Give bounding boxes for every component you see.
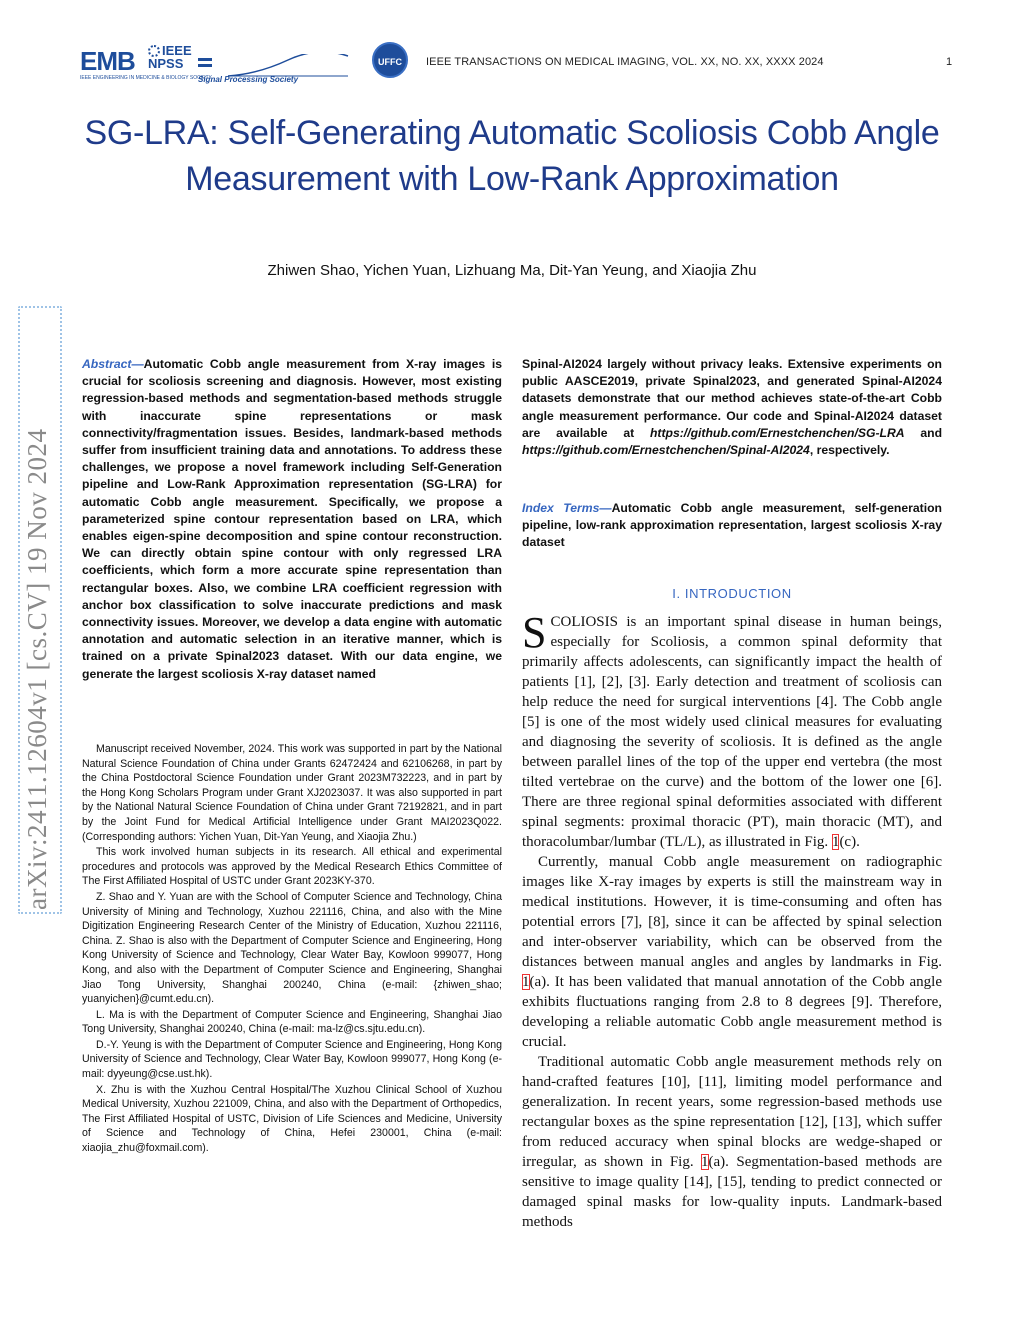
figure-link[interactable]: 1 [701,1154,709,1170]
index-terms-label: Index Terms [522,501,600,515]
footnotes [82,742,502,1157]
abstract-text: Automatic Cobb angle measurement from X-ray images is crucial for scoliosis screening and diagnosis. However, most existing regression-based methods and segmentation-based methods struggle with inaccurate spine representations or mask connectivity/fragmentation issues. Besides, landmark-based methods suffer from insufficient training data and annotations. To address these challenges, we propose a novel framework including Self-Generation pipeline and Low-Rank Approximation representation (SG-LRA) for automatic Cobb angle measurement. Specifically, we propose a parameterized spine contour representation based on LRA, which enables eigen-spine decomposition and spine contour reconstruction. We can directly obtain spine contour with only regressed LRA coefficients, which form a more accurate spine representation than rectangular boxes. Also, we combine LRA coefficient regression with anchor box classification to solve inaccurate predictions and mask connectivity issues. Moreover, we develop a data engine with automatic annotation and automatic selection in an iterative manner, which is trained on a private Spinal2023 dataset. With our data engine, we generate the largest scoliosis X-ray dataset named [82,357,502,681]
index-terms: Index Terms—Automatic Cobb angle measurement, self-generation pipeline, low-rank approximation representation, largest scoliosis X-ray dataset [522,501,942,550]
dataset-link[interactable]: https://github.com/Ernestchenchen/Spinal-AI2024 [522,443,810,458]
drop-cap: S [522,608,547,657]
paragraph: SCOLIOSIS is an important spinal disease in human beings, especially for Scoliosis, a common spinal deformity that primarily affects adolescents, can significantly impact the health of patients [1], [2], [3]. Early detection and treatment of scoliosis can help reduce the need for surgical interventions [4]. The Cobb angle [5] is one of the most widely used clinical measures for evaluating and diagnosing the severity of scoliosis. It is defined as the angle between parallel lines of the top of the upper end vertebra (the most tilted vertebrae on the curve) and the bottom of the lower one [6]. There are three regional spinal deformities associated with different spinal segments: proximal thoracic (PT), main thoracic (MT), and thoracolumbar/lumbar (TL/L), as illustrated in Fig. 1(c). [522,608,942,850]
code-link[interactable]: https://github.com/Ernestchenchen/SG-LRA [649,425,905,440]
figure-link[interactable]: 1 [831,834,840,850]
emb-logo: EMB IEEE ENGINEERING IN MEDICINE & BIOLOGY SOCIETY [80,46,212,81]
paper-title: SG-LRA: Self-Generating Automatic Scoliosis Cobb Angle Measurement with Low-Rank Approximation [84,114,940,198]
abstract-left: Abstract—Automatic Cobb angle measurement from X-ray images is crucial for scoliosis screening and diagnosis. However, most existing regression-based methods and segmentation-based methods struggle with inaccurate spine representations or mask connectivity/fragmentation issues. Besides, landmark-based methods suffer from insufficient training data and annotations. To address these challenges, we propose a novel framework including Self-Generation pipeline and Low-Rank Approximation representation (SG-LRA) for automatic Cobb angle measurement. Specifically, we propose a parameterized spine contour representation based on LRA, which enables eigen-spine decomposition and spine contour reconstruction. We can directly obtain spine contour with only regressed LRA coefficients, which form a more accurate spine representation than rectangular boxes. Also, we combine LRA coefficient regression with anchor box classification to solve inaccurate predictions and mask connectivity issues. Moreover, we develop a data engine with automatic annotation and automatic selection in an iterative manner, which is trained on a private Spinal2023 dataset. With our data engine, we generate the largest scoliosis X-ray dataset named [82,357,502,681]
figure-link[interactable]: 1 [522,974,530,990]
footnote: Manuscript received November, 2024. This work was supported in part by the National Natural Science Foundation of China under Grants 62472424 and 62106268, in part by the China Postdoctoral Science Foundation under Grant 2023M732223, and in part by the Hong Kong Scholars Program under Grant XJ2023037. It was also supported in part by the National Natural Science Foundation of China under Grant 72192821, and in part by the Joint Fund for Medical Artificial Intelligence under Grant MAI2023Q022. (Corresponding authors: Yichen Yuan, Dit-Yan Yeung, and Xiaojia Zhu.) [82,743,502,843]
page-header [80,40,960,90]
section-heading: I. INTRODUCTION [672,586,792,601]
page-number: 1 [946,56,953,68]
footnote: L. Ma is with the Department of Computer Science and Engineering, Shanghai Jiao Tong University, Shanghai 200240, China (e-mail: ma-lz@cs.sjtu.edu.cn). [82,1008,502,1036]
footnote: D.-Y. Yeung is with the Department of Computer Science and Engineering, Hong Kong University of Science and Technology, Clear Water Bay, Kowloon 999077, Hong Kong (e-mail: dyyeung@cse.ust.hk). [82,1038,502,1081]
sps-logo-graphic [198,54,358,84]
signal-processing-society-logo [198,54,358,84]
svg-text:Signal Processing Society: Signal Processing Society [198,75,299,84]
journal-header: IEEE TRANSACTIONS ON MEDICAL IMAGING, VOL. XX, NO. XX, XXXX 2024 [426,56,824,68]
arxiv-watermark: arXiv:2411.12604v1 [cs.CV] 19 Nov 2024 [22,428,52,910]
abstract-label: Abstract [82,357,132,371]
paragraph: Traditional automatic Cobb angle measurement methods rely on hand-crafted features [10], [11], limiting model performance and generalization. In recent years, some regression-based methods use rectangular boxes as the spine representation [12], [13], which suffer from reduced accuracy when spinal blocks are wedge-shaped or irregular, as shown in Fig. 1(a). Segmentation-based methods are sensitive to image quality [14], [15], tending to predict connected or damaged spinal masks for low-quality inputs. Landmark-based methods [522,1054,942,1230]
npss-ieee-text: IEEE [162,43,192,58]
footnote: Z. Shao and Y. Yuan are with the School of Computer Science and Technology, China University of Mining and Technology, Xuzhou 221116, China, and also with the Mine Digitization Engineering Research Center of the Ministry of Education, Xuzhou 221116, China. Z. Shao is also with the Department of Computer Science and Engineering, Hong Kong University of Science and Technology, Clear Water Bay, Kowloon 999077, Hong Kong, and also with the Department of Computer Science and Engineering, Shanghai Jiao Tong University, Shanghai 200240, China (e-mail: {zhiwen_shao; yuanyichen}@cumt.edu.cn). [82,890,502,1006]
abstract-right: Spinal-AI2024 largely without privacy leaks. Extensive experiments on public AASCE2019, private Spinal2023, and generated Spinal-AI2024 datasets demonstrate that our method achieves state-of-the-art Cobb angle measurement performance. Our code and Spinal-AI2024 dataset are available at https://github.com/Ernestchenchen/SG-LRA and https://github.com/Ernestchenchen/Spinal-AI2024, respectively. [522,357,943,458]
paragraph: Currently, manual Cobb angle measurement on radiographic images like X-ray images by experts is still the mainstream way in medical institutions. However, it is time-consuming and often has potential errors [7], [8], since it can be affected by spinal selection and inter-observer variability, which can be observed from the distances between manual angles and angles by landmarks in Fig. 1(a). It has been validated that manual annotation of the Cobb angle exhibits fluctuations ranging from 2.8 to 8 degrees [9]. Therefore, developing a reliable automatic Cobb angle measurement method is crucial. [522,854,942,1050]
uffc-logo: UFFC [372,42,408,78]
npss-logo: IEEE NPSS [148,43,192,71]
footnote: X. Zhu is with the Xuzhou Central Hospital/The Xuzhou Clinical School of Xuzhou Medical University, Xuzhou 221009, China, and also with the Department of Orthopedics, The First Affiliated Hospital of USTC, Division of Life Sciences and Medicine, University of Science and Technology of China, Hefei 230001, China (e-mail: xiaojia_zhu@foxmail.com). [82,1083,502,1155]
authors: Zhiwen Shao, Yichen Yuan, Lizhuang Ma, Dit-Yan Yeung, and Xiaojia Zhu [267,262,757,279]
footnote: This work involved human subjects in its research. All ethical and experimental procedures and protocols was approved by the Medical Research Ethics Committee of The First Affiliated Hospital of USTC under Grant 2023KY-370. [82,846,502,888]
introduction-body [522,608,942,1232]
